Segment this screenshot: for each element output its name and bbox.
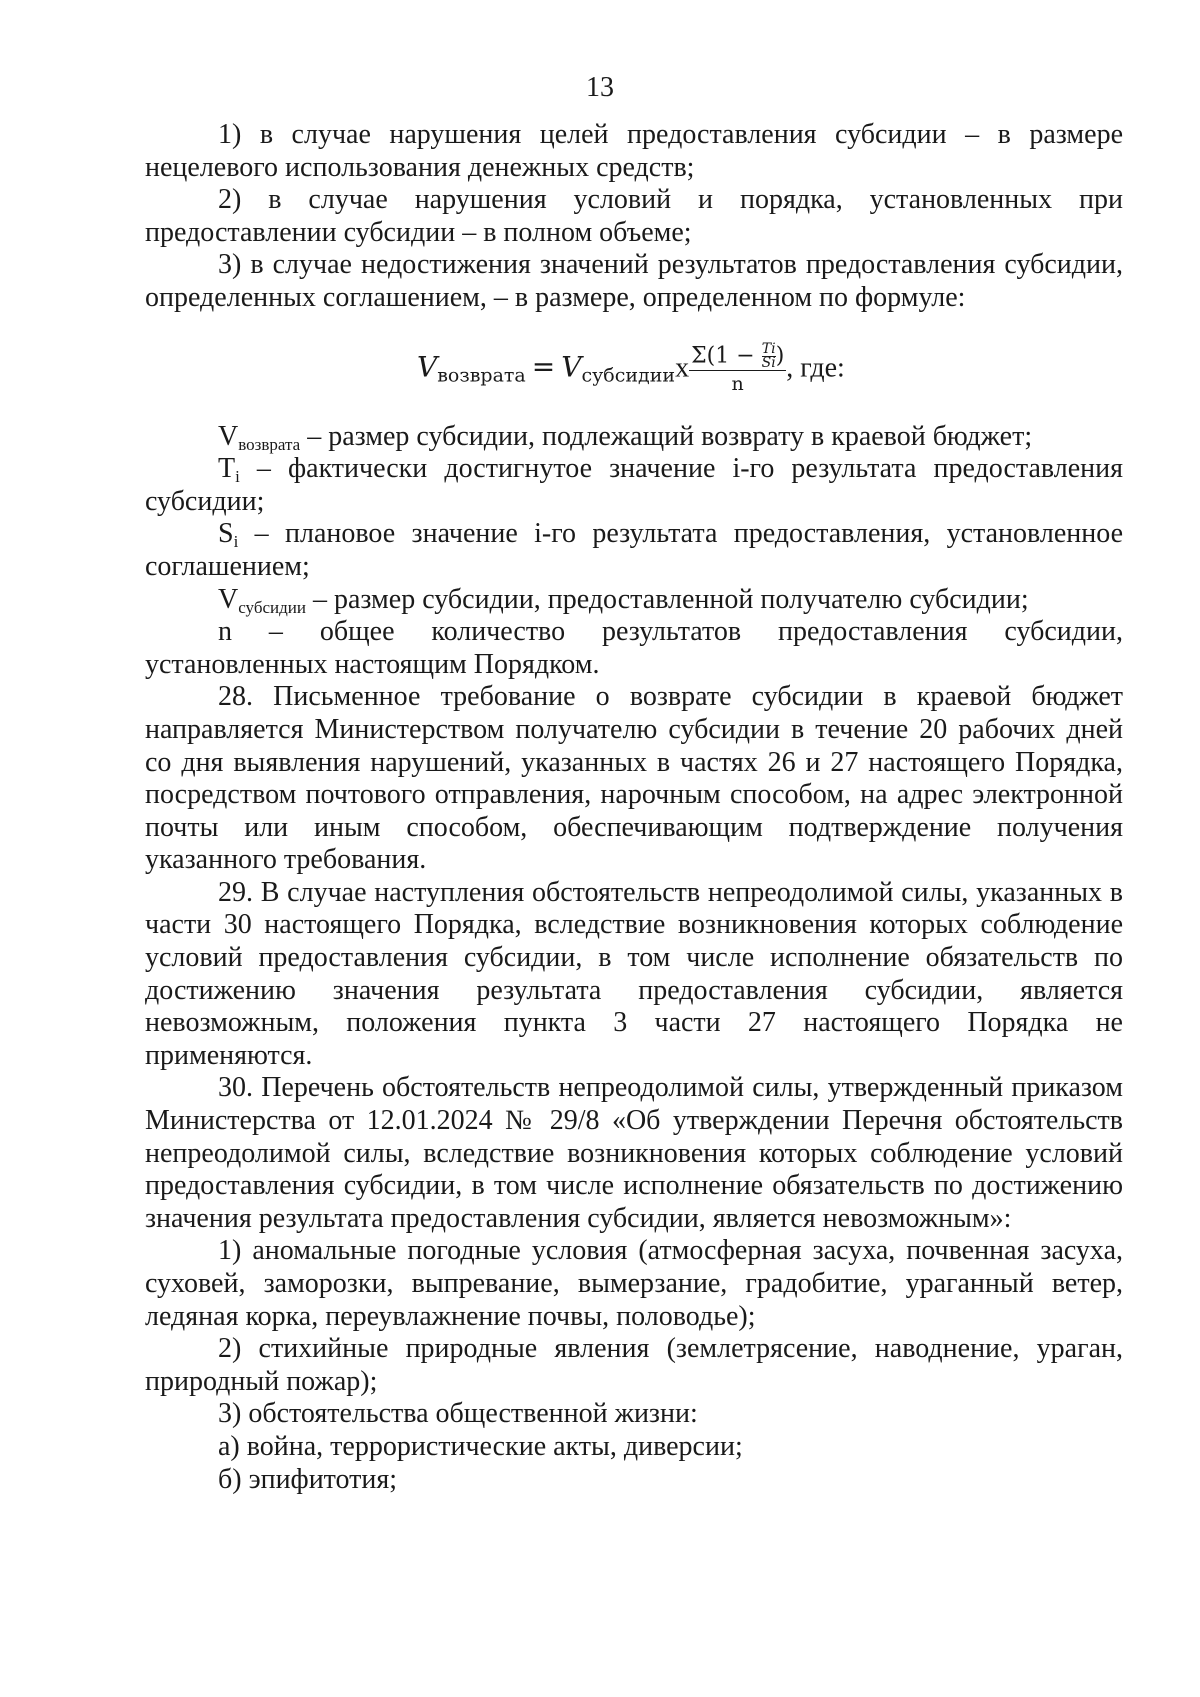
definition-ti xyxy=(145,453,1123,518)
definition-n: n – общее количество результатов предоставления субсидии, установленных настоящим Порядком. xyxy=(145,616,1123,680)
formula-sum: Σ(1 − xyxy=(691,343,755,369)
def-var: T xyxy=(218,453,236,485)
formula-block xyxy=(145,315,1123,421)
paragraph-2: 2) в случае нарушения условий и порядка, установленных при предоставлении субсидии – в полном объеме; xyxy=(145,184,1123,248)
definition-v-return xyxy=(145,421,1123,454)
def-var: S xyxy=(218,518,234,550)
def-var: V xyxy=(218,420,239,452)
formula-denominator: n xyxy=(731,372,744,395)
list-item-natural: 2) стихийные природные явления (землетрясение, наводнение, ураган, природный пожар); xyxy=(145,1333,1123,1397)
definition-v-subsidy xyxy=(145,584,1123,617)
formula-ratio-bottom: Si xyxy=(761,354,776,371)
list-item-social: 3) обстоятельства общественной жизни: xyxy=(218,1398,698,1430)
def-var: V xyxy=(218,583,239,615)
formula-rhs-var: V xyxy=(561,349,582,383)
return-formula xyxy=(417,340,845,397)
formula-lhs-sub: возврата xyxy=(437,363,526,386)
formula-equals: = xyxy=(531,349,556,383)
paragraph-1: 1) в случае нарушения целей предоставления субсидии – в размере нецелевого использования денежных средств; xyxy=(145,119,1123,183)
def-sub: i xyxy=(233,532,239,552)
paragraph-28: 28. Письменное требование о возврате субсидии в краевой бюджет направляется Министерством получателю субсидии в течение 20 рабочих дней со дня выявления нарушений, указанных в частях 26 и 27 настоящего Порядка, посредством почтового отправления, нарочным способом, на адрес электронной почты или иным способом, обеспечивающим подтверждение получения указанного требования. xyxy=(145,681,1123,876)
formula-rhs-sub: субсидии xyxy=(581,363,676,386)
page-number: 13 xyxy=(586,72,614,103)
list-item-epiphytotic: б) эпифитотия; xyxy=(218,1463,398,1495)
definition-si xyxy=(145,518,1123,583)
document-body xyxy=(145,119,1123,1496)
paragraph-3: 3) в случае недостижения значений результатов предоставления субсидии, определенных соглашением, – в размере, определенном по формуле: xyxy=(145,249,1123,313)
list-item-war: а) война, террористические акты, диверсии; xyxy=(218,1430,743,1462)
formula-ratio xyxy=(761,340,776,371)
formula-numerator xyxy=(689,340,786,371)
def-text: – фактически достигнутое значение i-го результата предоставления субсидии; xyxy=(145,453,1123,517)
paragraph-30: 30. Перечень обстоятельств непреодолимой силы, утвержденный приказом Министерства от 12.01.2024 № 29/8 «Об утверждении Перечня обстоятельств непреодолимой силы, вследствие возникновения которых соблюдение условий предоставления субсидии, в том числе исполнение обязательств по достижению значения результата предоставления субсидии, является невозможным»: xyxy=(145,1072,1123,1234)
def-sub: возврата xyxy=(238,434,301,454)
formula-times: x xyxy=(675,351,690,383)
formula-suffix: , где: xyxy=(786,351,845,383)
def-sub: субсидии xyxy=(238,597,306,617)
formula-lhs-var: V xyxy=(417,349,438,383)
formula-fraction xyxy=(689,340,786,397)
paragraph-29: 29. В случае наступления обстоятельств непреодолимой силы, указанных в части 30 настоящего Порядка, вследствие возникновения которых соблюдение условий предоставления субсидии, в том числе исполнение обязательств по достижению значения результата предоставления субсидии, является невозможным, положения пункта 3 части 27 настоящего Порядка не применяются. xyxy=(145,876,1123,1071)
def-sub: i xyxy=(235,467,240,487)
def-text: – размер субсидии, предоставленной получателю субсидии; xyxy=(305,583,1029,615)
def-text: – плановое значение i-го результата предоставления, установленное соглашением; xyxy=(145,518,1123,582)
def-text: – размер субсидии, подлежащий возврату в краевой бюджет; xyxy=(300,420,1033,452)
formula-ratio-top: Ti xyxy=(761,340,776,357)
formula-close: ) xyxy=(775,343,785,369)
list-item-weather: 1) аномальные погодные условия (атмосферная засуха, почвенная засуха, суховей, заморозки, выпревание, вымерзание, градобитие, ураганный ветер, ледяная корка, переувлажнение почвы, половодье); xyxy=(145,1235,1123,1332)
